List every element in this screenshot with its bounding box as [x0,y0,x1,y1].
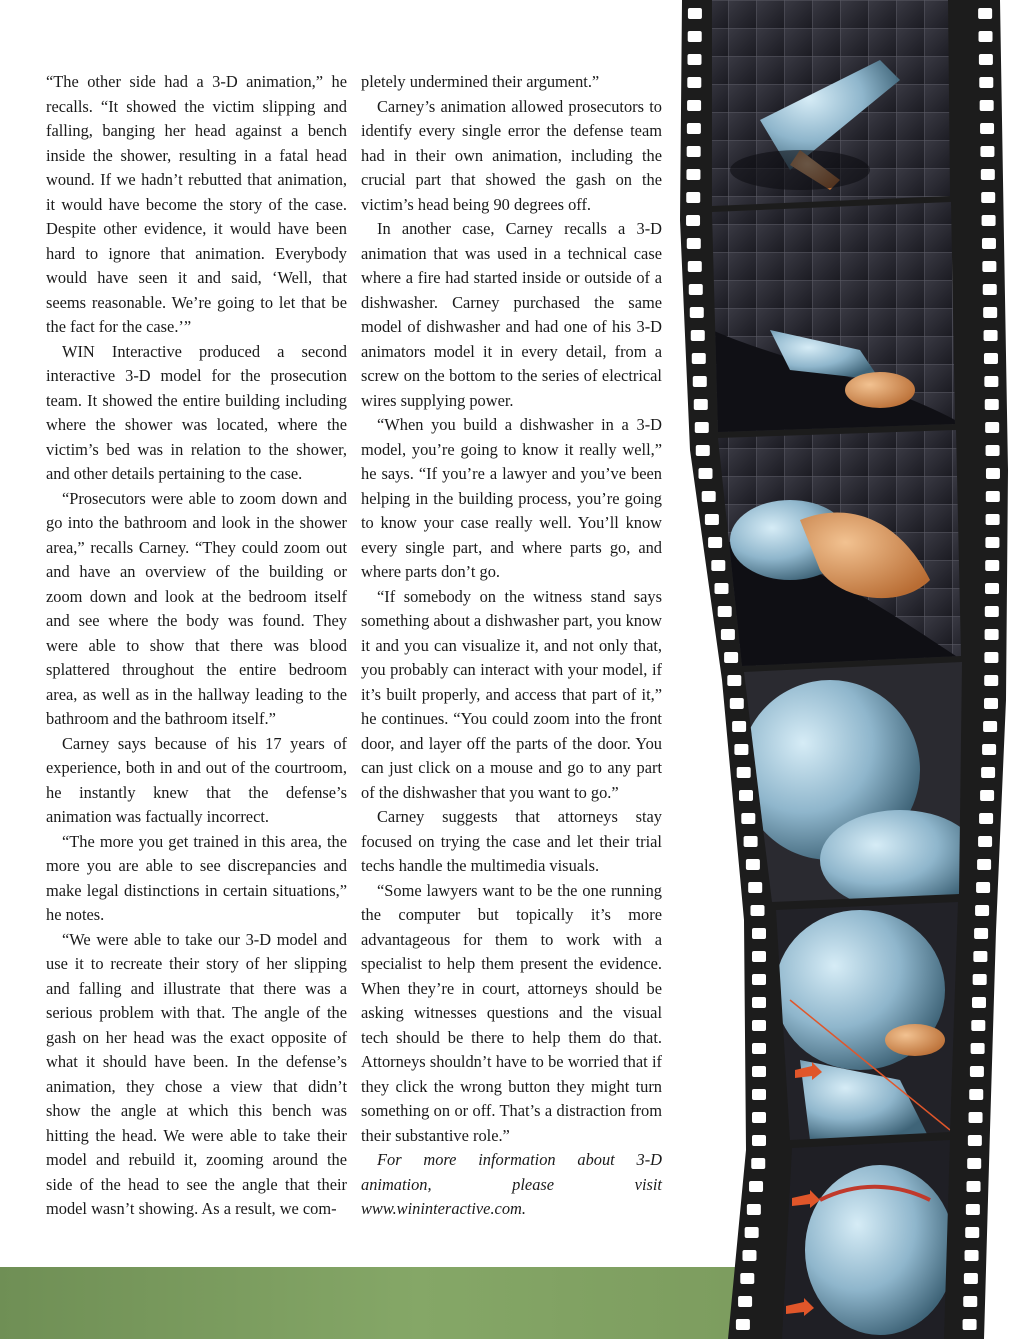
sprocket-hole [694,399,708,410]
sprocket-hole [965,1227,979,1238]
sprocket-hole [752,997,766,1008]
sprocket-hole [752,974,766,985]
sprocket-hole [979,31,993,42]
sprocket-hole [980,790,994,801]
sprocket-hole [984,330,998,341]
sprocket-hole [739,790,753,801]
sprocket-hole [986,468,1000,479]
sprocket-hole [965,1250,979,1261]
sprocket-hole [718,606,732,617]
sprocket-hole [976,882,990,893]
sprocket-hole [984,376,998,387]
sprocket-hole [985,537,999,548]
sprocket-hole [711,560,725,571]
sprocket-hole [977,859,991,870]
sprocket-hole [980,100,994,111]
sprocket-hole [734,744,748,755]
sprocket-hole [983,307,997,318]
sprocket-hole [686,169,700,180]
sprocket-hole [971,1043,985,1054]
sprocket-hole [983,721,997,732]
sprocket-hole [985,583,999,594]
sprocket-hole [752,1112,766,1123]
sprocket-hole [979,54,993,65]
sprocket-hole [724,652,738,663]
sprocket-hole [695,422,709,433]
sprocket-hole [985,422,999,433]
sprocket-hole [985,399,999,410]
sprocket-hole [981,767,995,778]
sprocket-hole [978,836,992,847]
sprocket-hole [967,1158,981,1169]
closing-note: For more information about 3-D animation, please visit www.wininteractive.com. [361,1150,662,1218]
article-column-left [46,70,347,1222]
sprocket-hole [696,445,710,456]
sprocket-hole [979,77,993,88]
sprocket-hole [963,1319,977,1330]
sprocket-hole [970,1066,984,1077]
sprocket-hole [966,1204,980,1215]
sprocket-hole [687,123,701,134]
film-strip-body [680,0,1008,1339]
article-column-right [361,70,662,1222]
paragraph: Carney says because of his 17 years of experience, both in and out of the courtroom, he instantly knew that the defense’s animation was factually incorrect. [46,733,347,826]
sprocket-hole [705,514,719,525]
sprocket-hole [980,123,994,134]
sprocket-hole [982,215,996,226]
paragraph: “When you build a dishwasher in a 3-D model, you’re going to know it really well,” he says. “If you’re a lawyer and you’ve been helping in the building process, you’re going to know your case really well. You’ll know every single part, and where parts go, and where parts don’t go. [361,415,662,581]
sprocket-hole [752,928,766,939]
sprocket-hole [745,1227,759,1238]
sprocket-hole [748,882,762,893]
paragraph: “We were able to take our 3-D model and use it to recreate their story of her slipping and falling and illustrate that there was a serious problem with that. The angle of the gash on her head was the exact opposite of what it should have been. In the defense’s animation, they chose a view that didn’t show the angle at which this bench was hitting the head. We were able to take their model and rebuild it, zooming around the side of the head to see the angle that their model wasn’t showing. As a result, we com- [46,929,347,1218]
sprocket-hole [744,836,758,847]
sprocket-hole [688,31,702,42]
sprocket-hole [737,767,751,778]
paragraph: “Some lawyers want to be the one running the computer but topically it’s more advantageous for them to work with a specialist to help them present the evidence. When they’re in court, attorneys should be asking witnesses questions and the visual tech should be there to help them do that. Attorneys shouldn’t have to be worried that if they click the wrong button they might turn something on or off. That’s a distraction from their substantive role.” [361,880,662,1145]
sprocket-hole [742,1250,756,1261]
paragraph: In another case, Carney recalls a 3-D animation that was used in a technical case where a fire had started inside or outside of a dishwasher. Carney purchased the same model of dishwasher and had one of his 3-D animators model it in every detail, from a screw on the bottom to the series of electrical wires supplying power. [361,219,662,410]
sprocket-hole [980,146,994,157]
paragraph: “Prosecutors were able to zoom down and go into the bathroom and look in the shower area,” recalls Carney. “They could zoom out and have an overview of the building or zoom down and look at the bedroom itself and see where the body was found. They were able to show that there was blood splattered throughout the entire bedroom area, as well as in the hallway leading to the bathroom and the bathroom itself.” [46,488,347,728]
sprocket-hole [963,1296,977,1307]
sprocket-hole [691,330,705,341]
sprocket-hole [752,1135,766,1146]
sprocket-hole [752,1020,766,1031]
sprocket-hole [981,169,995,180]
film-frame-2 [700,200,970,440]
sprocket-hole [986,514,1000,525]
sprocket-hole [752,1089,766,1100]
sprocket-holes [686,8,1000,1330]
sprocket-hole [749,1181,763,1192]
film-frame-4 [740,655,980,910]
sprocket-hole [981,192,995,203]
sprocket-hole [972,997,986,1008]
sprocket-hole [732,721,746,732]
sprocket-hole [982,261,996,272]
sprocket-hole [686,215,700,226]
sprocket-hole [687,77,701,88]
paragraph: “If somebody on the witness stand says something about a dishwasher part, you know it and you can visualize it, and not only that, you probably can interact with your model, if it’s built properly, and access that part of it,” he continues. “You could zoom into the front door, and layer off the parts of the door. You can just click on a mouse and go to any part of the dishwasher that you want to go.” [361,586,662,802]
sprocket-hole [721,629,735,640]
sprocket-hole [986,445,1000,456]
sprocket-hole [983,284,997,295]
film-frame-1 [700,0,960,220]
sprocket-hole [985,606,999,617]
sprocket-hole [687,238,701,249]
sprocket-hole [708,537,722,548]
paragraph: pletely undermined their argument.” [361,72,600,91]
sprocket-hole [752,951,766,962]
paragraph: Carney suggests that attorneys stay focused on trying the case and let their trial techs handle the multimedia visuals. [361,807,662,875]
sprocket-hole [686,192,700,203]
sprocket-hole [687,100,701,111]
sprocket-hole [741,813,755,824]
sprocket-hole [752,1066,766,1077]
sprocket-hole [727,675,741,686]
sprocket-hole [751,1158,765,1169]
film-frame-6 [780,1140,960,1339]
footer-band [0,1267,760,1339]
sprocket-hole [984,652,998,663]
film-frame-5 [770,900,970,1145]
sprocket-hole [974,928,988,939]
sprocket-hole [984,353,998,364]
film-frame-3 [710,425,970,675]
sprocket-hole [690,307,704,318]
paragraph: WIN Interactive produced a second interactive 3-D model for the prosecution team. It showed the entire building including where the shower was located, where the victim’s bed was in relation to the shower, and other details pertaining to the case. [46,341,347,483]
sprocket-hole [968,1135,982,1146]
sprocket-hole [693,376,707,387]
sprocket-hole [964,1273,978,1284]
sprocket-hole [969,1112,983,1123]
sprocket-hole [688,54,702,65]
paragraph: “The more you get trained in this area, the more you are able to see discrepancies and make legal distinctions in certain situations,” he notes. [46,831,347,924]
sprocket-hole [967,1181,981,1192]
sprocket-hole [984,698,998,709]
sprocket-hole [715,583,729,594]
sprocket-hole [973,951,987,962]
sprocket-hole [982,744,996,755]
sprocket-hole [751,905,765,916]
sprocket-hole [692,353,706,364]
sprocket-hole [973,974,987,985]
sprocket-hole [702,491,716,502]
sprocket-hole [688,8,702,19]
sprocket-hole [747,1204,761,1215]
sprocket-hole [969,1089,983,1100]
sprocket-hole [984,675,998,686]
paragraph: Carney’s animation allowed prosecutors to identify every single error the defense team had in their own animation, including the crucial part that showed the gash on the victim’s head being 90 degrees off. [361,96,662,214]
sprocket-hole [978,8,992,19]
sprocket-hole [699,468,713,479]
sprocket-hole [971,1020,985,1031]
paragraph: “The other side had a 3-D animation,” he recalls. “It showed the victim slipping and falling, banging her head against a bench inside the shower, resulting in a fatal head wound. If we hadn’t rebutted that animation, it would have become the story of the case. Despite other evidence, it would have been hard to ignore that animation. Everybody would have seen it and said, ‘Well, that seems reasonable. We’re going to let that be the fact for the case.’” [46,72,347,336]
sprocket-hole [985,560,999,571]
sprocket-hole [986,491,1000,502]
sprocket-hole [752,1043,766,1054]
sprocket-hole [730,698,744,709]
sprocket-hole [687,146,701,157]
sprocket-hole [985,629,999,640]
sprocket-hole [975,905,989,916]
sprocket-hole [979,813,993,824]
sprocket-hole [689,284,703,295]
sprocket-hole [688,261,702,272]
sprocket-hole [746,859,760,870]
sprocket-hole [982,238,996,249]
